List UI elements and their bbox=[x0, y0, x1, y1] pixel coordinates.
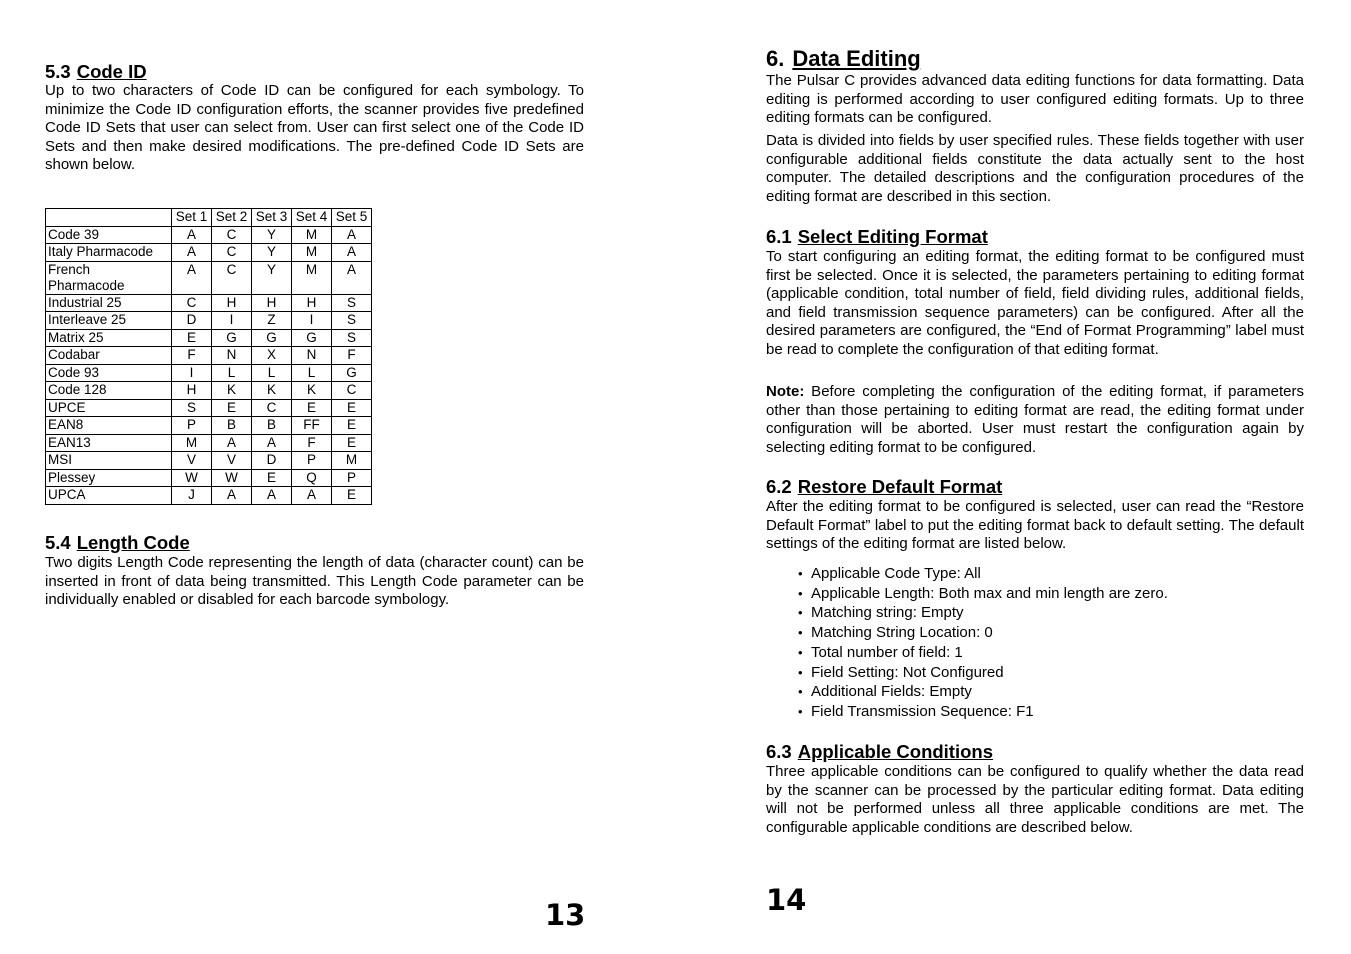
code-id-cell: E bbox=[252, 469, 292, 487]
code-id-cell: H bbox=[252, 294, 292, 312]
code-id-cell: N bbox=[292, 347, 332, 365]
table-row bbox=[46, 487, 372, 505]
list-item: • Applicable Length: Both max and min length are zero. bbox=[798, 584, 1168, 604]
code-id-table-body bbox=[46, 226, 372, 504]
table-header-cell: Set 2 bbox=[212, 209, 252, 227]
note-text: Before completing the configuration of the editing format, if parameters other than those pertaining to editing format are read, the editing format under configuration will be aborted. User must restart the configuration again by selecting editing format to be configured. bbox=[766, 383, 1304, 456]
code-id-cell: H bbox=[292, 294, 332, 312]
code-id-cell: E bbox=[332, 487, 372, 505]
code-id-cell: I bbox=[212, 312, 252, 330]
table-row bbox=[46, 452, 372, 470]
section-title: Code ID bbox=[76, 61, 147, 82]
code-id-cell: Y bbox=[252, 261, 292, 294]
chapter-6-heading bbox=[766, 46, 921, 72]
code-id-cell: V bbox=[172, 452, 212, 470]
code-id-cell: L bbox=[212, 364, 252, 382]
section-title: Length Code bbox=[76, 532, 190, 553]
code-id-cell: S bbox=[332, 312, 372, 330]
section-5-4-heading bbox=[45, 532, 190, 554]
code-id-cell: M bbox=[292, 226, 332, 244]
table-row bbox=[46, 261, 372, 294]
code-id-cell: C bbox=[252, 399, 292, 417]
code-id-cell: G bbox=[332, 364, 372, 382]
code-id-cell: A bbox=[292, 487, 332, 505]
code-id-cell: P bbox=[332, 469, 372, 487]
table-row bbox=[46, 294, 372, 312]
code-id-cell: Z bbox=[252, 312, 292, 330]
code-id-table bbox=[45, 208, 372, 505]
list-item: • Total number of field: 1 bbox=[798, 643, 1168, 663]
code-id-cell: X bbox=[252, 347, 292, 365]
code-id-cell: C bbox=[172, 294, 212, 312]
section-6-3-heading bbox=[766, 741, 993, 763]
code-id-cell: S bbox=[172, 399, 212, 417]
code-id-cell: E bbox=[212, 399, 252, 417]
symbology-name-cell: Code 39 bbox=[46, 226, 172, 244]
code-id-cell: Y bbox=[252, 226, 292, 244]
section-number: 6.3 bbox=[766, 741, 792, 762]
section-title: Select Editing Format bbox=[797, 226, 988, 247]
chapter-6-paragraph-1: The Pulsar C provides advanced data editing functions for data formatting. Data editing is performed according to user configured editing formats. Up to three editing formats can be configured. bbox=[766, 72, 1304, 127]
page-number: 14 bbox=[766, 883, 807, 917]
symbology-name-cell: Code 128 bbox=[46, 382, 172, 400]
code-id-cell: C bbox=[212, 261, 252, 294]
symbology-name-cell: MSI bbox=[46, 452, 172, 470]
symbology-name-cell: Matrix 25 bbox=[46, 329, 172, 347]
code-id-cell: M bbox=[292, 244, 332, 262]
chapter-title: Data Editing bbox=[792, 46, 921, 71]
table-row bbox=[46, 244, 372, 262]
code-id-cell: E bbox=[332, 434, 372, 452]
section-number: 5.4 bbox=[45, 532, 71, 553]
code-id-cell: A bbox=[212, 487, 252, 505]
symbology-name-cell: UPCA bbox=[46, 487, 172, 505]
table-row bbox=[46, 434, 372, 452]
code-id-cell: A bbox=[172, 244, 212, 262]
code-id-cell: A bbox=[332, 226, 372, 244]
section-number: 5.3 bbox=[45, 61, 71, 82]
code-id-cell: G bbox=[292, 329, 332, 347]
code-id-cell: N bbox=[212, 347, 252, 365]
section-6-3-body: Three applicable conditions can be configured to qualify whether the data read by the scanner can be processed by the particular editing format. Data editing will not be performed unless all three applicable conditions are met. The configurable applicable conditions are described below. bbox=[766, 763, 1304, 836]
section-5-3-heading bbox=[45, 61, 147, 83]
code-id-cell: E bbox=[172, 329, 212, 347]
code-id-cell: V bbox=[212, 452, 252, 470]
left-page bbox=[45, 0, 584, 954]
section-6-1-body: To start configuring an editing format, the editing format to be configured must first be selected. Once it is selected, the parameters pertaining to editing format (applicable condition, total number of field, field dividing rules, additional fields, and field transmission sequence parameters) can be configured. After all the desired parameters are configured, the “End of Format Programming” label must be read to complete the configuration of that editing format. bbox=[766, 248, 1304, 358]
code-id-cell: Q bbox=[292, 469, 332, 487]
default-settings-list bbox=[798, 564, 1168, 722]
code-id-cell: F bbox=[172, 347, 212, 365]
code-id-cell: C bbox=[212, 244, 252, 262]
code-id-cell: L bbox=[252, 364, 292, 382]
table-header-cell: Set 4 bbox=[292, 209, 332, 227]
code-id-cell: I bbox=[172, 364, 212, 382]
code-id-cell: I bbox=[292, 312, 332, 330]
table-header-cell: Set 3 bbox=[252, 209, 292, 227]
right-page bbox=[766, 0, 1304, 954]
table-row bbox=[46, 347, 372, 365]
code-id-cell: F bbox=[292, 434, 332, 452]
section-5-4-body: Two digits Length Code representing the length of data (character count) can be inserted in front of data being transmitted. This Length Code parameter can be individually enabled or disabled for each barcode symbology. bbox=[45, 554, 584, 609]
symbology-name-cell: Industrial 25 bbox=[46, 294, 172, 312]
code-id-cell: F bbox=[332, 347, 372, 365]
table-row bbox=[46, 469, 372, 487]
code-id-cell: A bbox=[212, 434, 252, 452]
page-number: 13 bbox=[545, 898, 586, 932]
list-item: • Matching string: Empty bbox=[798, 603, 1168, 623]
code-id-cell: A bbox=[252, 487, 292, 505]
section-title: Restore Default Format bbox=[797, 476, 1003, 497]
code-id-cell: P bbox=[172, 417, 212, 435]
section-6-2-body: After the editing format to be configured is selected, user can read the “Restore Default Format” label to put the editing format back to default setting. The default settings of the editing format are listed below. bbox=[766, 498, 1304, 553]
code-id-cell: A bbox=[252, 434, 292, 452]
code-id-cell: M bbox=[172, 434, 212, 452]
table-row bbox=[46, 417, 372, 435]
table-row bbox=[46, 312, 372, 330]
symbology-name-cell: Code 93 bbox=[46, 364, 172, 382]
section-6-1-heading bbox=[766, 226, 988, 248]
table-row bbox=[46, 226, 372, 244]
table-header-cell bbox=[46, 209, 172, 227]
section-6-1-note bbox=[766, 383, 1304, 457]
code-id-cell: E bbox=[332, 417, 372, 435]
code-id-cell: S bbox=[332, 294, 372, 312]
symbology-name-cell: Codabar bbox=[46, 347, 172, 365]
list-item: • Additional Fields: Empty bbox=[798, 682, 1168, 702]
table-header-row bbox=[46, 209, 372, 227]
code-id-cell: P bbox=[292, 452, 332, 470]
code-id-cell: W bbox=[172, 469, 212, 487]
code-id-cell: C bbox=[332, 382, 372, 400]
symbology-name-cell: Interleave 25 bbox=[46, 312, 172, 330]
code-id-cell: H bbox=[212, 294, 252, 312]
section-5-3-body: Up to two characters of Code ID can be configured for each symbology. To minimize the Code ID configuration efforts, the scanner provides five predefined Code ID Sets that user can select from. User can first select one of the Code ID Sets and then make desired modifications. The pre-defined Code ID Sets are shown below. bbox=[45, 82, 584, 174]
code-id-cell: E bbox=[332, 399, 372, 417]
section-title: Applicable Conditions bbox=[797, 741, 993, 762]
code-id-cell: K bbox=[252, 382, 292, 400]
code-id-cell: C bbox=[212, 226, 252, 244]
section-number: 6.1 bbox=[766, 226, 792, 247]
code-id-cell: B bbox=[252, 417, 292, 435]
table-header-cell: Set 1 bbox=[172, 209, 212, 227]
section-6-2-heading bbox=[766, 476, 1002, 498]
code-id-cell: J bbox=[172, 487, 212, 505]
symbology-name-cell: Italy Pharmacode bbox=[46, 244, 172, 262]
list-item: • Matching String Location: 0 bbox=[798, 623, 1168, 643]
section-number: 6.2 bbox=[766, 476, 792, 497]
symbology-name-cell: EAN8 bbox=[46, 417, 172, 435]
table-row bbox=[46, 399, 372, 417]
code-id-cell: G bbox=[252, 329, 292, 347]
code-id-cell: H bbox=[172, 382, 212, 400]
chapter-6-paragraph-2: Data is divided into fields by user specified rules. These fields together with user configurable additional fields constitute the data actually sent to the host computer. The detailed descriptions and the configuration procedures of the editing format are described in this section. bbox=[766, 132, 1304, 205]
code-id-cell: M bbox=[332, 452, 372, 470]
code-id-cell: S bbox=[332, 329, 372, 347]
code-id-cell: K bbox=[212, 382, 252, 400]
code-id-cell: L bbox=[292, 364, 332, 382]
table-row bbox=[46, 329, 372, 347]
code-id-cell: A bbox=[332, 261, 372, 294]
code-id-cell: Y bbox=[252, 244, 292, 262]
code-id-cell: FF bbox=[292, 417, 332, 435]
table-row bbox=[46, 382, 372, 400]
symbology-name-cell: Plessey bbox=[46, 469, 172, 487]
table-row bbox=[46, 364, 372, 382]
chapter-number: 6. bbox=[766, 46, 785, 71]
symbology-name-cell: UPCE bbox=[46, 399, 172, 417]
code-id-cell: W bbox=[212, 469, 252, 487]
list-item: • Applicable Code Type: All bbox=[798, 564, 1168, 584]
code-id-cell: D bbox=[172, 312, 212, 330]
list-item: • Field Transmission Sequence: F1 bbox=[798, 702, 1168, 722]
code-id-cell: D bbox=[252, 452, 292, 470]
code-id-cell: A bbox=[332, 244, 372, 262]
note-label: Note: bbox=[766, 383, 805, 400]
code-id-cell: G bbox=[212, 329, 252, 347]
symbology-name-cell: EAN13 bbox=[46, 434, 172, 452]
table-header-cell: Set 5 bbox=[332, 209, 372, 227]
code-id-cell: E bbox=[292, 399, 332, 417]
symbology-name-cell: French Pharmacode bbox=[46, 261, 172, 294]
code-id-cell: M bbox=[292, 261, 332, 294]
list-item: • Field Setting: Not Configured bbox=[798, 663, 1168, 683]
code-id-cell: A bbox=[172, 226, 212, 244]
code-id-cell: A bbox=[172, 261, 212, 294]
code-id-cell: K bbox=[292, 382, 332, 400]
code-id-cell: B bbox=[212, 417, 252, 435]
